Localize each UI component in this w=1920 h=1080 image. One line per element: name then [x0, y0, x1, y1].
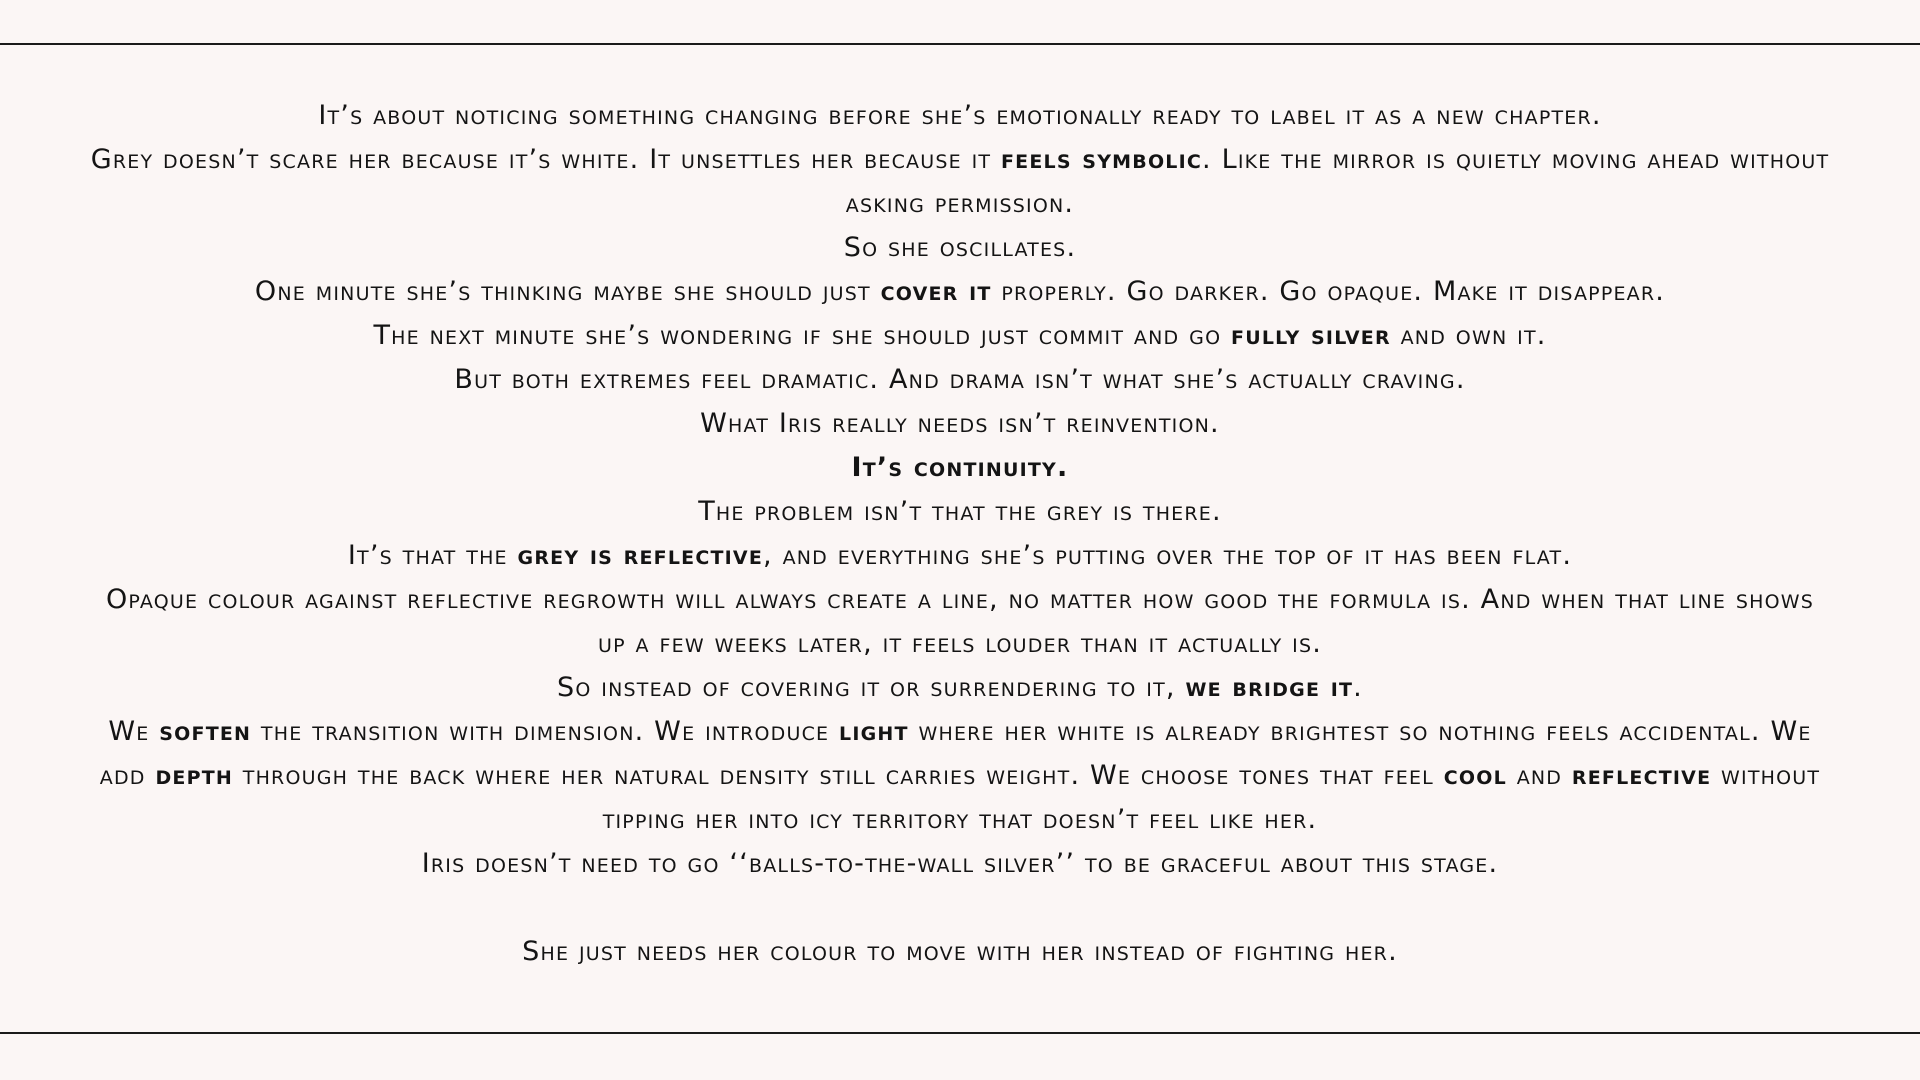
text-run: We	[108, 716, 160, 747]
text-run: But both extremes feel dramatic. And drama isn’t what she’s actually craving.	[454, 364, 1466, 395]
paragraph-10	[90, 534, 1830, 578]
text-run: .	[1353, 672, 1363, 703]
text-run: Opaque colour against reflective regrowth will always create a line, no matter how good the formula is. And when that line shows up a few weeks later, it feels louder than it actually is.	[105, 584, 1814, 659]
text-run: Iris doesn’t need to go ‘‘balls-to-the-wall silver’’ to be graceful about this stage.	[421, 848, 1499, 879]
paragraph-2	[90, 138, 1830, 226]
emphasis-run: cover it	[880, 276, 992, 307]
emphasis-run: fully silver	[1231, 320, 1391, 351]
text-run: and	[1506, 760, 1572, 791]
text-run: It’s that the	[347, 540, 518, 571]
paragraph-12	[90, 666, 1830, 710]
emphasis-run: light	[839, 716, 909, 747]
emphasis-run: reflective	[1571, 760, 1712, 791]
text-run: She just needs her colour to move with her instead of fighting her.	[522, 936, 1398, 967]
text-run: So instead of covering it or surrendering to it,	[557, 672, 1186, 703]
text-run: So she oscillates.	[843, 232, 1077, 263]
text-run: Grey doesn’t scare her because it’s white. It unsettles her because it	[90, 144, 1001, 175]
paragraph-6	[90, 358, 1830, 402]
text-run: , and everything she’s putting over the top of it has been flat.	[763, 540, 1573, 571]
text-run: . Like the mirror is quietly moving ahead without asking permission.	[845, 144, 1830, 219]
text-run: properly. Go darker. Go opaque. Make it disappear.	[991, 276, 1666, 307]
emphasis-run: grey is reflective	[517, 540, 763, 571]
emphasis-run: depth	[155, 760, 233, 791]
text-run: The next minute she’s wondering if she should just commit and go	[373, 320, 1232, 351]
paragraph-15-closing	[90, 930, 1830, 974]
paragraph-1	[90, 94, 1830, 138]
text-run: through the back where her natural density still carries weight. We choose tones that feel	[232, 760, 1444, 791]
text-run: where her white is already brightest so nothing feels accidental. We add	[99, 716, 1812, 791]
paragraph-13	[90, 710, 1830, 842]
top-divider	[0, 43, 1920, 45]
paragraph-9	[90, 490, 1830, 534]
bottom-divider	[0, 1032, 1920, 1034]
emphasis-run: we bridge it	[1185, 672, 1354, 703]
article-body	[90, 94, 1830, 974]
text-run: What Iris really needs isn’t reinvention.	[700, 408, 1220, 439]
emphasis-run: It’s continuity.	[851, 452, 1069, 483]
text-run: The problem isn’t that the grey is there.	[698, 496, 1222, 527]
paragraph-7	[90, 402, 1830, 446]
emphasis-run: cool	[1443, 760, 1507, 791]
text-run: without tipping her into icy territory that doesn’t feel like her.	[602, 760, 1821, 835]
emphasis-run: soften	[159, 716, 252, 747]
text-run: and own it.	[1390, 320, 1547, 351]
paragraph-4	[90, 270, 1830, 314]
text-run: the transition with dimension. We introduce	[251, 716, 840, 747]
text-run: One minute she’s thinking maybe she should just	[254, 276, 881, 307]
paragraph-8-heading	[90, 446, 1830, 490]
paragraph-11	[90, 578, 1830, 666]
paragraph-3	[90, 226, 1830, 270]
paragraph-5	[90, 314, 1830, 358]
paragraph-14	[90, 842, 1830, 886]
emphasis-run: feels symbolic	[1000, 144, 1203, 175]
text-run: It’s about noticing something changing before she’s emotionally ready to label it as a new chapter.	[318, 100, 1602, 131]
